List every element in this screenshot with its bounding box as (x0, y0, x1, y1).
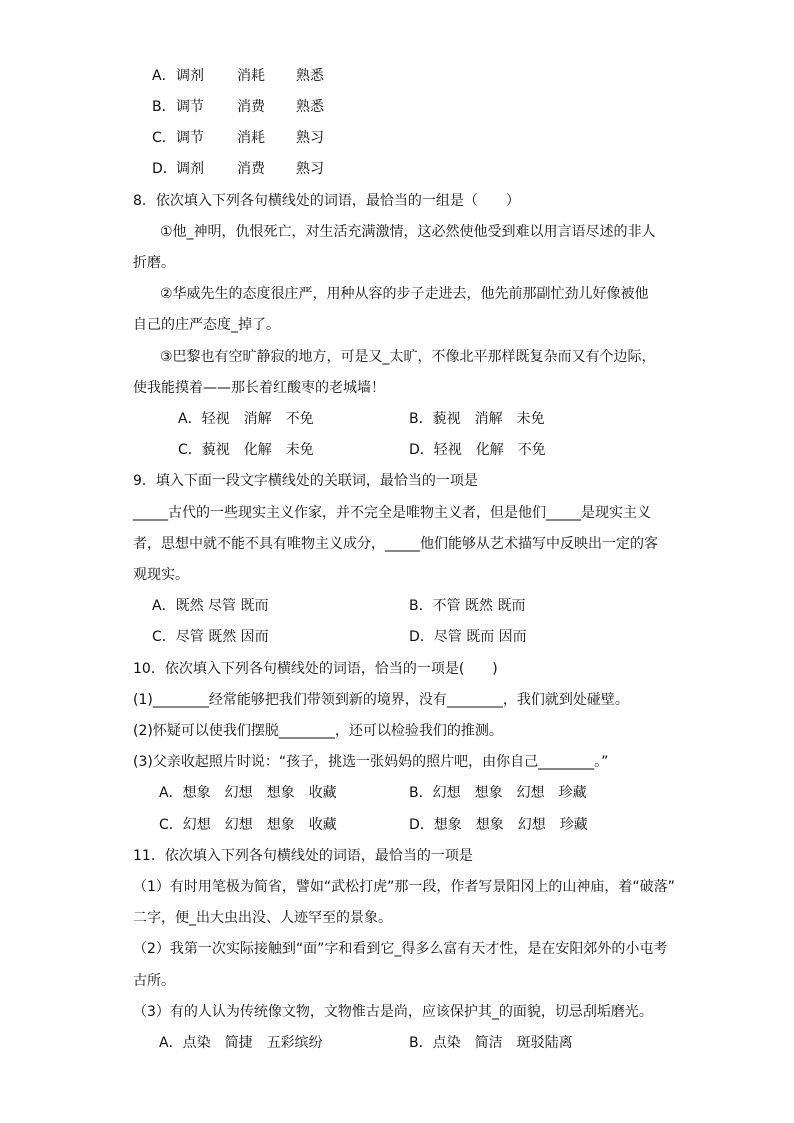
q10-option-c (159, 815, 337, 835)
option-letter: B． (152, 99, 176, 115)
option-word: 消费 (237, 99, 265, 115)
option-letter: A． (178, 411, 202, 427)
q9-option-b (409, 596, 526, 616)
sentence-3: ③巴黎也有空旷静寂的地方，可是又_太旷，不像北平那样既复杂而又有个边际， (160, 349, 656, 365)
q11-option-b (409, 1033, 573, 1053)
option-text: 不管 既然 既而 (432, 598, 526, 614)
option-letter: C． (178, 442, 202, 458)
q10-option-d (409, 815, 588, 835)
option-letter: C． (152, 130, 176, 146)
option-text: 点染 简洁 斑驳陆离 (432, 1035, 573, 1051)
option-word: 调剂 (176, 68, 204, 84)
sentence-1: (1)________经常能够把我们带领到新的境界，没有________，我们就到处碰壁。 (133, 692, 629, 708)
sentence-3: （3）有的人认为传统像文物，文物惟古是尚，应该保护其_的面貌，切忌刮垢磨光。 (133, 1004, 653, 1020)
sentence-1: ①他_神明，仇恨死亡，对生活充满激情，这必然使他受到难以用言语尽述的非人 (160, 224, 656, 240)
option-text: 轻视 消解 不免 (201, 411, 314, 427)
q10-option-a (159, 783, 337, 803)
option-text: 点染 简捷 五彩缤纷 (182, 1035, 323, 1051)
sentence-2-cont: 古所。 (133, 973, 175, 989)
option-letter: B． (409, 411, 433, 427)
option-word: 熟悉 (296, 99, 324, 115)
option-text: 既然 尽管 既而 (175, 598, 269, 614)
option-text: 藐视 化解 未免 (201, 442, 314, 458)
option-text: 藐视 消解 未免 (432, 411, 545, 427)
option-letter: C． (152, 629, 176, 645)
sentence-1-cont: 折磨。 (133, 255, 175, 271)
option-letter: A． (159, 785, 183, 801)
option-letter: C． (159, 817, 183, 833)
sentence-2-cont: 自己的庄严态度_掉了。 (133, 317, 280, 333)
sentence-3: (3)父亲收起照片时说：“孩子，挑选一张妈妈的照片吧，由你自己________。” (133, 754, 609, 770)
option-word: 消耗 (237, 130, 265, 146)
option-letter: D． (152, 161, 177, 177)
q11-option-a (159, 1033, 323, 1053)
option-text: 轻视 化解 不免 (433, 442, 546, 458)
q9-option-a (152, 596, 268, 616)
sentence-2: （2）我第一次实际接触到“面”字和看到它_得多么富有天才性，是在安阳郊外的小屯考 (133, 941, 668, 957)
option-letter: A． (152, 68, 176, 84)
question-stem: 8．依次填入下列各句横线处的词语，最恰当的一组是（ ） (133, 193, 520, 209)
q8-option-a (178, 409, 314, 429)
question-stem: 9．填入下面一段文字横线处的关联词，最恰当的一项是 (133, 473, 478, 489)
sentence-1: （1）有时用笔极为简省，譬如“武松打虎”那一段，作者写景阳冈上的山神庙，着“破落” (133, 879, 675, 895)
option-word: 调节 (176, 130, 204, 146)
q8-option-d (409, 440, 546, 460)
sentence-2: ②华威先生的态度很庄严，用种从容的步子走进去，他先前那副忙劲儿好像被他 (160, 286, 649, 302)
sentence-3-cont: 使我能摸着——那长着红酸枣的老城墙！ (133, 380, 385, 396)
option-word: 消费 (237, 161, 265, 177)
sentence-2: (2)怀疑可以使我们摆脱________，还可以检验我们的推测。 (133, 723, 503, 739)
option-word: 熟习 (296, 130, 324, 146)
option-letter: A． (152, 598, 176, 614)
option-letter: D． (409, 629, 434, 645)
q8-option-b (409, 409, 545, 429)
option-text: 尽管 既而 因而 (433, 629, 527, 645)
passage-line-2: 者，思想中就不能不具有唯物主义成分，_____他们能够从艺术描写中反映出一定的客 (133, 536, 658, 552)
q10-option-b (409, 783, 587, 803)
option-text: 想象 想象 幻想 珍藏 (433, 817, 588, 833)
question-stem: 11．依次填入下列各句横线处的词语，最恰当的一项是 (133, 848, 473, 864)
passage-line-3: 观现实。 (133, 567, 189, 583)
option-letter: B． (409, 785, 433, 801)
option-text: 尽管 既然 因而 (175, 629, 269, 645)
option-word: 调节 (176, 99, 204, 115)
option-letter: B． (409, 598, 433, 614)
q8-option-c (178, 440, 314, 460)
option-text: 幻想 幻想 想象 收藏 (182, 817, 337, 833)
option-letter: A． (159, 1035, 183, 1051)
option-text: 幻想 想象 幻想 珍藏 (432, 785, 587, 801)
q9-option-c (152, 627, 269, 647)
sentence-1-cont: 二字，便_出大虫出没、人迹罕至的景象。 (133, 910, 392, 926)
option-word: 消耗 (237, 68, 265, 84)
question-stem: 10．依次填入下列各句横线处的词语，恰当的一项是( ) (133, 661, 498, 677)
q9-option-d (409, 627, 527, 647)
passage-line-1: _____古代的一些现实主义作家，并不完全是唯物主义者，但是他们_____是现实主义 (133, 505, 651, 521)
option-text: 想象 幻想 想象 收藏 (182, 785, 337, 801)
option-word: 熟习 (296, 161, 324, 177)
option-letter: B． (409, 1035, 433, 1051)
option-letter: D． (409, 817, 434, 833)
option-word: 熟悉 (296, 68, 324, 84)
option-letter: D． (409, 442, 434, 458)
option-word: 调剂 (176, 161, 204, 177)
